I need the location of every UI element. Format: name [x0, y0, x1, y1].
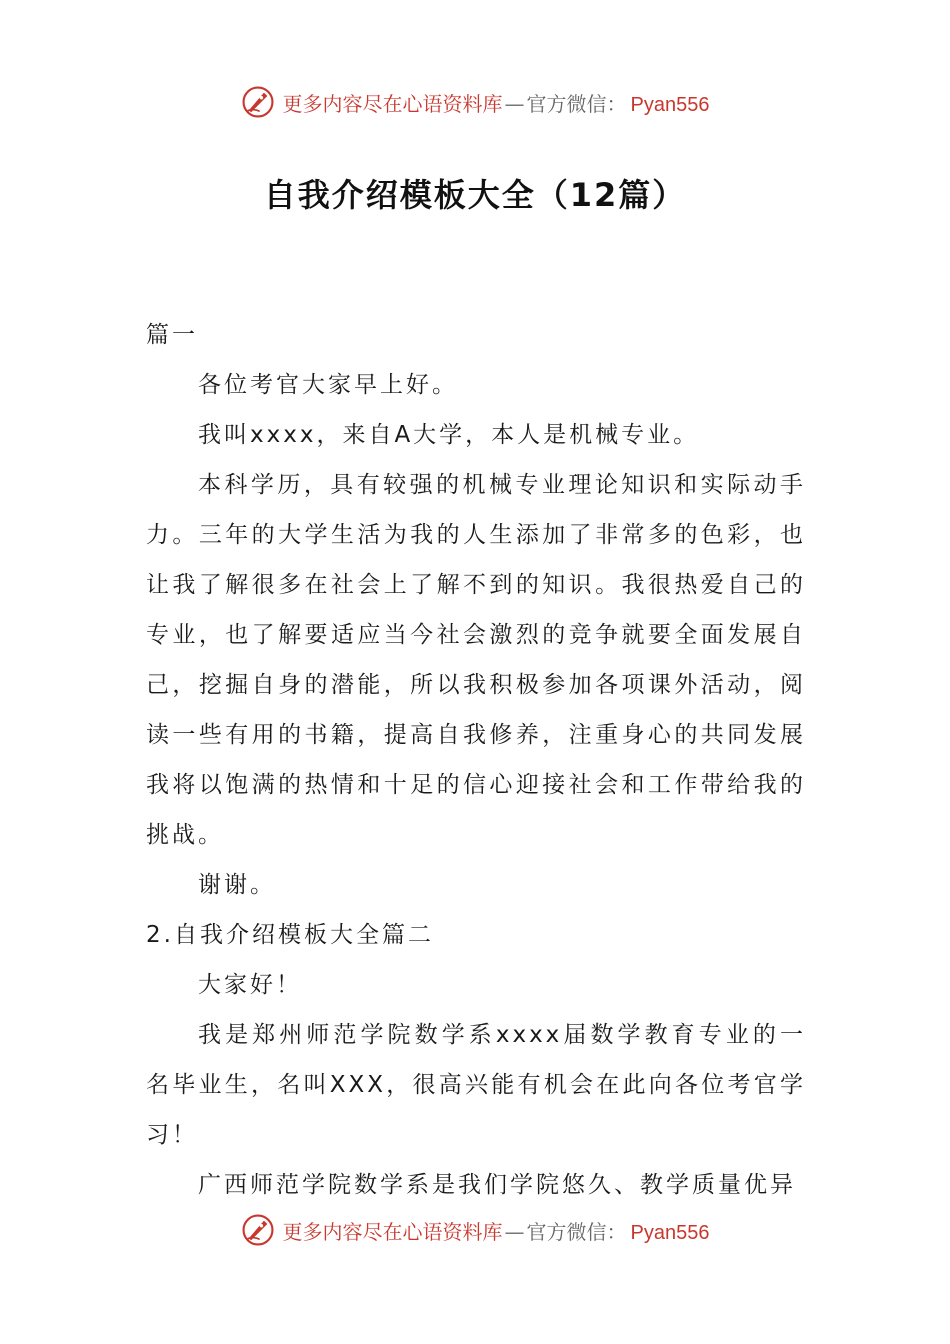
footer-banner — [0, 1210, 950, 1250]
banner-wechat-label: 官方微信： — [526, 1219, 627, 1244]
banner-separator: — — [504, 1219, 525, 1244]
paragraph: 本科学历，具有较强的机械专业理论知识和实际动手力。三年的大学生活为我的人生添加了非常多的色彩，也让我了解很多在社会上了解不到的知识。我很热爱自己的专业，也了解要适应当今社会激烈的竞争就要全面发展自己，挖掘自身的潜能，所以我积极参加各项课外活动，阅读一些有用的书籍，提高自我修养，注重身心的共同发展我将以饱满的热情和十足的信心迎接社会和工作带给我的挑战。 — [146, 472, 806, 848]
paragraph: 我叫xxxx，来自A大学，本人是机械专业。 — [198, 422, 700, 448]
banner-text — [283, 88, 710, 117]
header-banner — [0, 82, 950, 122]
pen-nib-logo-icon — [241, 1213, 275, 1247]
banner-main-text: 更多内容尽在心语资料库 — [282, 91, 503, 116]
section-heading: 2.自我介绍模板大全篇二 — [146, 922, 434, 948]
paragraph: 广西师范学院数学系是我们学院悠久、教学质量优异 — [198, 1172, 796, 1198]
paragraph: 大家好！ — [198, 972, 302, 998]
section-heading: 篇一 — [146, 322, 198, 348]
banner-main-text: 更多内容尽在心语资料库 — [282, 1219, 503, 1244]
document-body — [146, 310, 806, 1210]
paragraph: 各位考官大家早上好。 — [198, 372, 458, 398]
banner-text — [283, 1216, 710, 1245]
banner-separator: — — [504, 91, 525, 116]
banner-wechat-id: Pyan556 — [630, 93, 710, 116]
banner-wechat-label: 官方微信： — [526, 91, 627, 116]
pen-nib-logo-icon — [241, 85, 275, 119]
document-title: 自我介绍模板大全（12篇） — [263, 176, 687, 214]
banner-wechat-id: Pyan556 — [630, 1221, 710, 1244]
paragraph: 谢谢。 — [198, 872, 276, 898]
paragraph: 我是郑州师范学院数学系xxxx届数学教育专业的一名毕业生，名叫XXX，很高兴能有机会在此向各位考官学习！ — [146, 1022, 806, 1148]
